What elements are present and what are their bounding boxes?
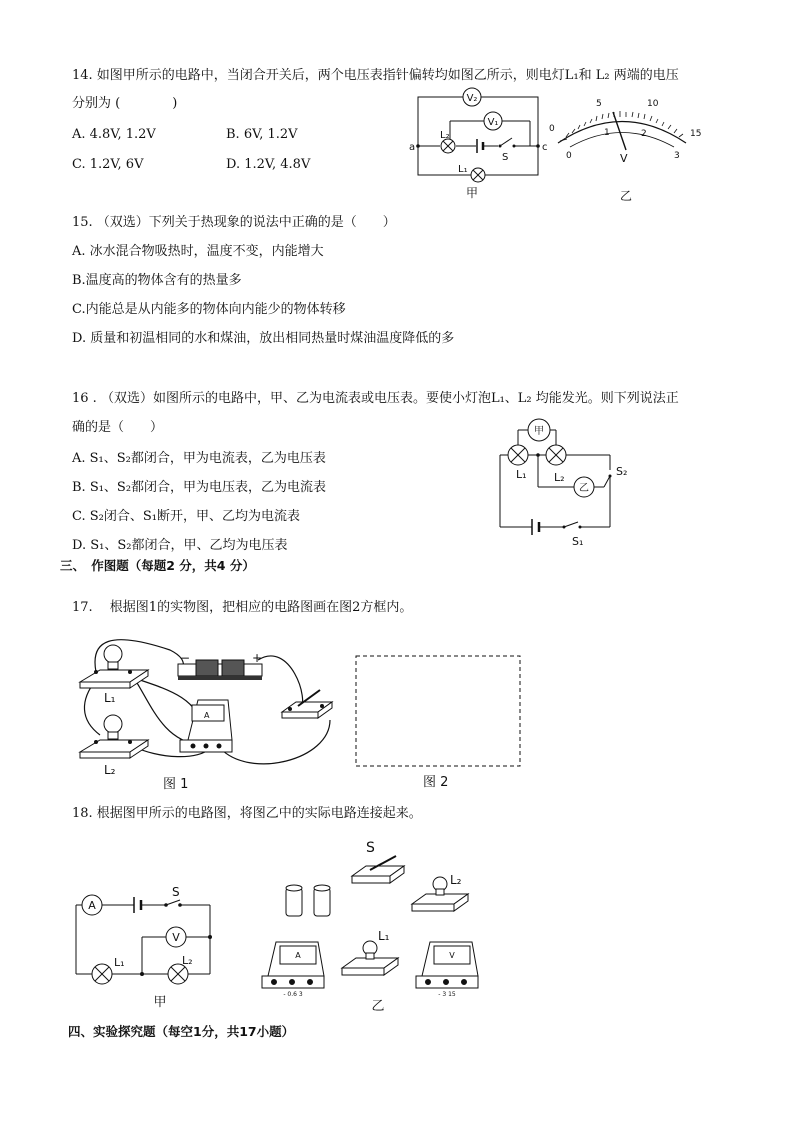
q14-fig-yi-caption: 乙 (619, 189, 633, 203)
q17-stem: 17. 根据图1的实物图，把相应的电路图画在图2方框内。 (72, 600, 413, 615)
q15-option-b: B.温度高的物体含有的热量多 (72, 273, 242, 288)
jia-s-label: S (172, 885, 180, 899)
yi-voltmeter-terminals: - 3 15 (438, 991, 456, 998)
q18-stem: 18. 根据图甲所示的电路图，将图乙中的实际电路连接起来。 (72, 806, 422, 821)
q15-stem: 15. （双选）下列关于热现象的说法中正确的是（ ） (72, 215, 396, 230)
v2-label: V₂ (466, 93, 478, 104)
jia-v-label: V (172, 931, 180, 944)
l1-label: L₁ (458, 164, 468, 175)
v1-label: V₁ (487, 117, 499, 128)
yi-l2-label: L₂ (450, 873, 462, 887)
dial-bottom-0: 0 (566, 151, 572, 161)
q14-stem-line2: 分别为 ( ) (72, 96, 178, 111)
q14-option-c: C. 1.2V, 6V (72, 157, 144, 172)
q18-fig-jia-caption: 甲 (153, 995, 167, 1010)
dial-bottom-2: 2 (641, 129, 647, 139)
q15-option-c: C.内能总是从内能多的物体向内能少的物体转移 (72, 302, 346, 317)
fig2-caption: 图 2 (423, 775, 449, 790)
fig1-l2-label: L₂ (104, 763, 116, 777)
q16-stem-line2: 确的是（ ） (72, 420, 164, 435)
l2-label: L₂ (554, 471, 565, 484)
dial-top-5: 5 (596, 99, 602, 109)
q16-option-b: B. S₁、S₂都闭合，甲为电压表，乙为电流表 (72, 480, 327, 495)
q14-stem-line1: 14. 如图甲所示的电路中，当闭合开关后，两个电压表指针偏转均如图乙所示，则电灯L₁和 L₂ 两端的电压 (72, 68, 679, 83)
yi-voltmeter-label: V (449, 951, 455, 960)
fig1-caption: 图 1 (163, 777, 189, 792)
voltmeter-real-icon (416, 942, 478, 988)
q14-option-a: A. 4.8V, 1.2V (72, 127, 156, 142)
q16-stem-line1: 16 . （双选）如图所示的电路中，甲、乙为电流表或电压表。要使小灯泡L₁、L₂ 均能发光。则下列说法正 (72, 391, 679, 406)
jia-l1-label: L₁ (114, 956, 125, 969)
s1-label: S₁ (572, 535, 584, 548)
section-4-heading: 四、实验探究题（每空1分，共17小题） (68, 1024, 295, 1039)
q16-option-d: D. S₁、S₂都闭合，甲、乙均为电压表 (72, 538, 288, 553)
dial-bottom-1: 1 (604, 128, 610, 138)
q14-option-b: B. 6V, 1.2V (226, 127, 298, 142)
ammeter-real-icon (262, 942, 324, 988)
l2-label: L₂ (440, 130, 450, 141)
yi-ammeter-terminals: - 0.6 3 (283, 991, 303, 998)
dial-top-0: 0 (549, 124, 555, 134)
dial-unit: V (620, 152, 628, 165)
s-label: S (502, 152, 509, 163)
battery-minus-label: − (180, 651, 191, 665)
q14-fig-jia-caption: 甲 (465, 186, 479, 200)
point-a-label: a (409, 142, 416, 153)
lamp-l1-board-icon (342, 941, 398, 975)
q15-option-d: D. 质量和初温相同的水和煤油，放出相同热量时煤油温度降低的多 (72, 331, 455, 346)
q18-fig-yi-caption: 乙 (371, 999, 385, 1014)
meter-jia-label: 甲 (534, 426, 544, 437)
section-3-heading: 三、 作图题（每题2 分，共4 分） (60, 558, 255, 573)
yi-l1-label: L₁ (378, 929, 390, 943)
q15-option-a: A. 冰水混合物吸热时，温度不变，内能增大 (72, 244, 324, 259)
s2-label: S₂ (616, 465, 628, 478)
jia-l2-label: L₂ (182, 954, 193, 967)
battery-cells-icon (286, 885, 330, 916)
switch-s-icon (352, 856, 404, 883)
q16-option-c: C. S₂闭合、S₁断开，甲、乙均为电流表 (72, 509, 300, 524)
q14-option-d: D. 1.2V, 4.8V (226, 157, 311, 172)
q16-option-a: A. S₁、S₂都闭合，甲为电流表，乙为电压表 (72, 451, 326, 466)
jia-a-label: A (88, 899, 96, 912)
dial-top-10: 10 (647, 99, 659, 109)
dial-bottom-3: 3 (674, 151, 680, 161)
battery-plus-label: + (252, 651, 263, 665)
yi-ammeter-label: A (295, 951, 301, 960)
l1-label: L₁ (516, 468, 527, 481)
meter-yi-label: 乙 (579, 483, 589, 494)
ammeter-label: A (204, 711, 210, 720)
fig1-l1-label: L₁ (104, 691, 116, 705)
point-c-label: c (542, 142, 548, 153)
dial-top-15: 15 (690, 129, 702, 139)
yi-s-label: S (366, 840, 375, 856)
